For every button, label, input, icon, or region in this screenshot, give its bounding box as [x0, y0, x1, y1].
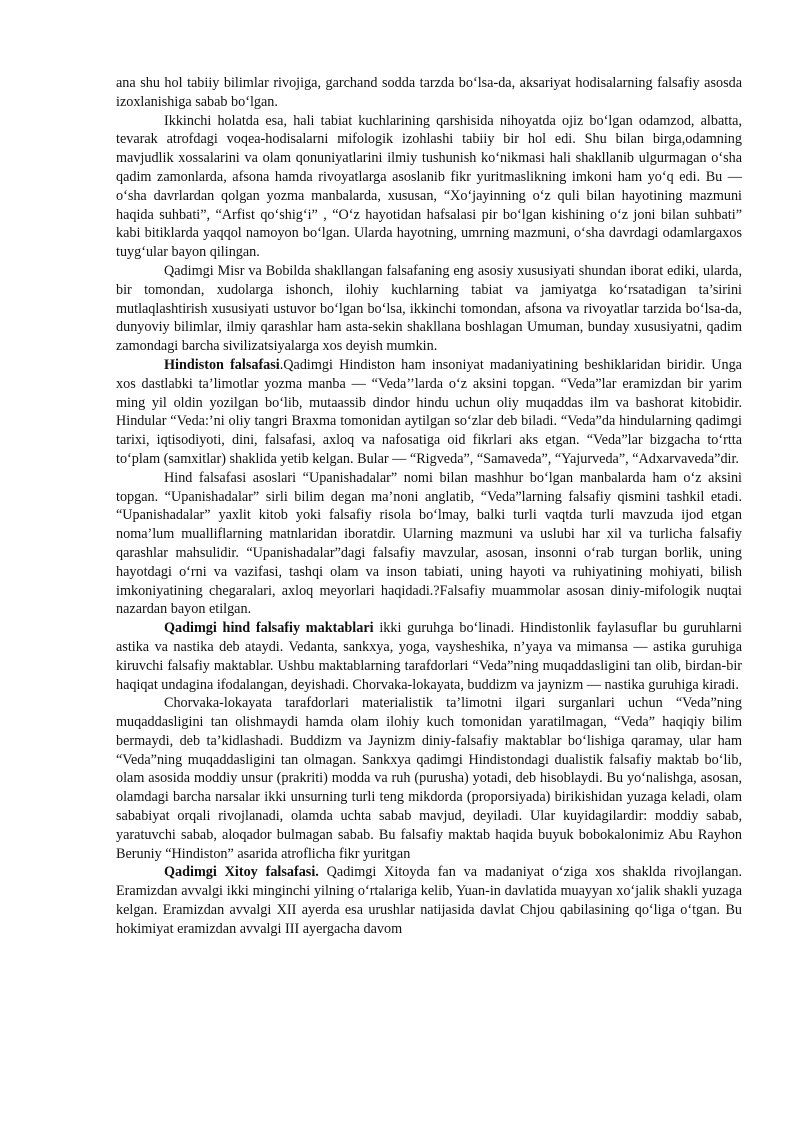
paragraph-china-philosophy [116, 863, 742, 938]
paragraph-mythological-explanation [116, 112, 742, 262]
paragraph-chorvaka-lokayata [116, 694, 742, 863]
section-heading-indian-schools: Qadimgi hind falsafiy maktablari [164, 620, 374, 637]
paragraph-text: ikki guruhga bo‘linadi. Hindistonlik faylasuflar bu guruhlarni astika va nastika deb ataydi. Vedanta, sankxya, yoga, vaysheshika, n’yaya va mimansa — astika guruhiga kiruvchi falsafiy maktablar. Ushbu maktablarning tarafdorlari “Veda”ning muqaddasligini tan olib, birdan-bir haqiqat undagina ifodalangan, deyishadi. Chorvaka-lokayata, buddizm va jaynizm — nastika guruhiga kiradi. [116, 620, 742, 693]
paragraph-text: Chorvaka-lokayata tarafdorlari materialistik ta’limotni ilgari surganlari uchun “Veda”ning muqaddasligini tan olishmaydi hamda olam ilohiy kuch tomonidan yaratilmagan, “Veda” haqiqiy bilim bermaydi, deb ta’kidlashadi. Buddizm va Jaynizm diniy-falsafiy maktablar bo‘lishiga qaramay, ular ham “Veda”ning muqaddasligini tan olmagan. Sankxya qadimgi Hindistondagi dualistik falsafiy maktab bo‘lib, olam asosida moddiy unsur (prakriti) modda va ruh (purusha) yotadi, deb hisoblaydi. Bu yo‘nalishga, asosan, olamdagi barcha narsalar ikki unsurning turli teng mikdorda (proporsiyada) birikishidan yuzaga keladi, olam sababiyat orqali rivojlanadi, olamda uchta sabab mavjud, deyiladi. Ular kuyidagilardir: moddiy sabab, yaratuvchi sabab, aloqador bulmagan sabab. Bu falsafiy maktab haqida buyuk bobokalonimiz Abu Rayhon Beruniy “Hindiston” asarida atroflicha fikr yuritgan [116, 695, 742, 862]
paragraph-text: Hind falsafasi asoslari “Upanishadalar” nomi bilan mashhur bo‘lgan manbalarda ham o‘z aksini topgan. “Upanishadalar” sirli bilim degan ma’noni anglatib, “Veda”larning falsafiy qismini tashkil etadi. “Upanishadalar” yaxlit kitob yoki falsafiy risola bo‘lmay, balki turli vaqtda turli mavzuda ijod etgan noma’lum mualliflarning matnlaridan iboratdir. Ularning mazmuni va uslubi har xil va turlicha falsafiy qarashlar mahsulidir. “Upanishadalar”dagi falsafiy mavzular, asosan, insonni o‘rab turgan borlik, uning hayotdagi o‘rni va vazifasi, tashqi olam va inson tabiati, uning hayoti va ruhiyatining mohiyati, bilish imkoniyatining chegaralari, axloq meyorlari haqidadi.?Falsafiy muammolar asosan diniy-mifologik nuqtai nazardan bayon etilgan. [116, 469, 742, 618]
paragraph-indian-schools [116, 619, 742, 694]
paragraph-natural-knowledge [116, 74, 742, 112]
paragraph-text: Ikkinchi holatda esa, hali tabiat kuchlarining qarshisida nihoyatda ojiz bo‘lgan odamzod, albatta, tevarak atrofdagi voqea-hodisalarni mifologik izohlashi tabiiy bir hol edi. Shu bilan birga,odamning mavjudlik xossalarini va olam qonuniyatlarini ilmiy tushunish ko‘nikmasi hali shakllanib ulgurmagan o‘sha qadim zamonlarda, afsona hamda rivoyatlarga asoslanib fikr yuritmaslikning imkoni ham yo‘q edi. Bu — o‘sha davrlardan qolgan yozma manbalarda, xususan, “Xo‘jayinning o‘z quli bilan hayotining mazmuni haqida suhbati”, “Arfist qo‘shig‘i” , “O‘z hayotidan hafsalasi pir bo‘lgan kishining o‘z joni bilan suhbati” kabi bitiklarda yaqqol namoyon bo‘lgan. Ularda hayotning, umrning mazmuni, o‘sha davrdagi odamlargaxos tuyg‘ular bayon qilingan. [116, 112, 742, 261]
paragraph-egypt-babylon [116, 262, 742, 356]
paragraph-text: .Qadimgi Hindiston ham insoniyat madaniyatining beshiklaridan biridir. Unga xos dastlabki ta’limotlar yozma manba — “Veda’’larda o‘z aksini topgan. “Veda”lar eramizdan bir yarim ming yil oldin yozilgan bo‘lib, mutaassib dindor hindu uchun oliy muqaddas ilm va bashorat kitobidir. Hindular “Veda:’ni oliy tangri Braxma tomonidan aytilgan so‘zlar deb biladi. “Veda”da hindularning qadimgi tarixi, iqtisodiyoti, dini, falsafasi, axloq va nafosatiga oid fikrlari aks etgan. “Veda”lar bizgacha to‘rtta to‘plam (samxitlar) shaklida yetib kelgan. Bular — “Rigveda”, “Samaveda”, “Yajurveda”, “Adxarvaveda”dir. [116, 356, 742, 467]
section-heading-india: Hindiston falsafasi [164, 356, 280, 373]
paragraph-text: ana shu hol tabiiy bilimlar rivojiga, garchand sodda tarzda bo‘lsa-da, aksariyat hodisalarning falsafiy asosda izoxlanishiga sabab bo‘lgan. [116, 75, 742, 110]
paragraph-text: Qadimgi Misr va Bobilda shakllangan falsafaning eng asosiy xususiyati shundan iborat ediki, ularda, bir tomondan, xudolarga ishonch, ilohiy kuchlarning tabiat va jamiyatga ko‘rsatadigan ta’sirini mutlaqlashtirish xususiyati ustuvor bo‘lgan bo‘lsa, ikkinchi tomondan, afsona va rivoyatlar tarzida bo‘lsa-da, dunyoviy bilimlar, ilmiy qarashlar ham asta-sekin shakllana boshlagan Umuman, bunday xususiyatni, qadim zamondagi barcha sivilizatsiyalarga xos deyish mumkin. [116, 262, 742, 355]
document-page [116, 74, 742, 939]
paragraph-upanishads [116, 469, 742, 619]
paragraph-india-philosophy [116, 356, 742, 469]
paragraph-text: Qadimgi Xitoyda fan va madaniyat o‘ziga xos shaklda rivojlangan. Eramizdan avvalgi ikki minginchi yilning o‘rtalariga kelib, Yuan-in davlatida muayyan xo‘jalik shakli yuzaga kelgan. Eramizdan avvalgi XII ayerda esa urushlar natijasida davlat Chjou qabilasining qo‘liga o‘tgan. Bu hokimiyat eramizdan avvalgi III ayergacha davom [116, 864, 743, 937]
section-heading-china: Qadimgi Xitoy falsafasi. [164, 864, 319, 881]
